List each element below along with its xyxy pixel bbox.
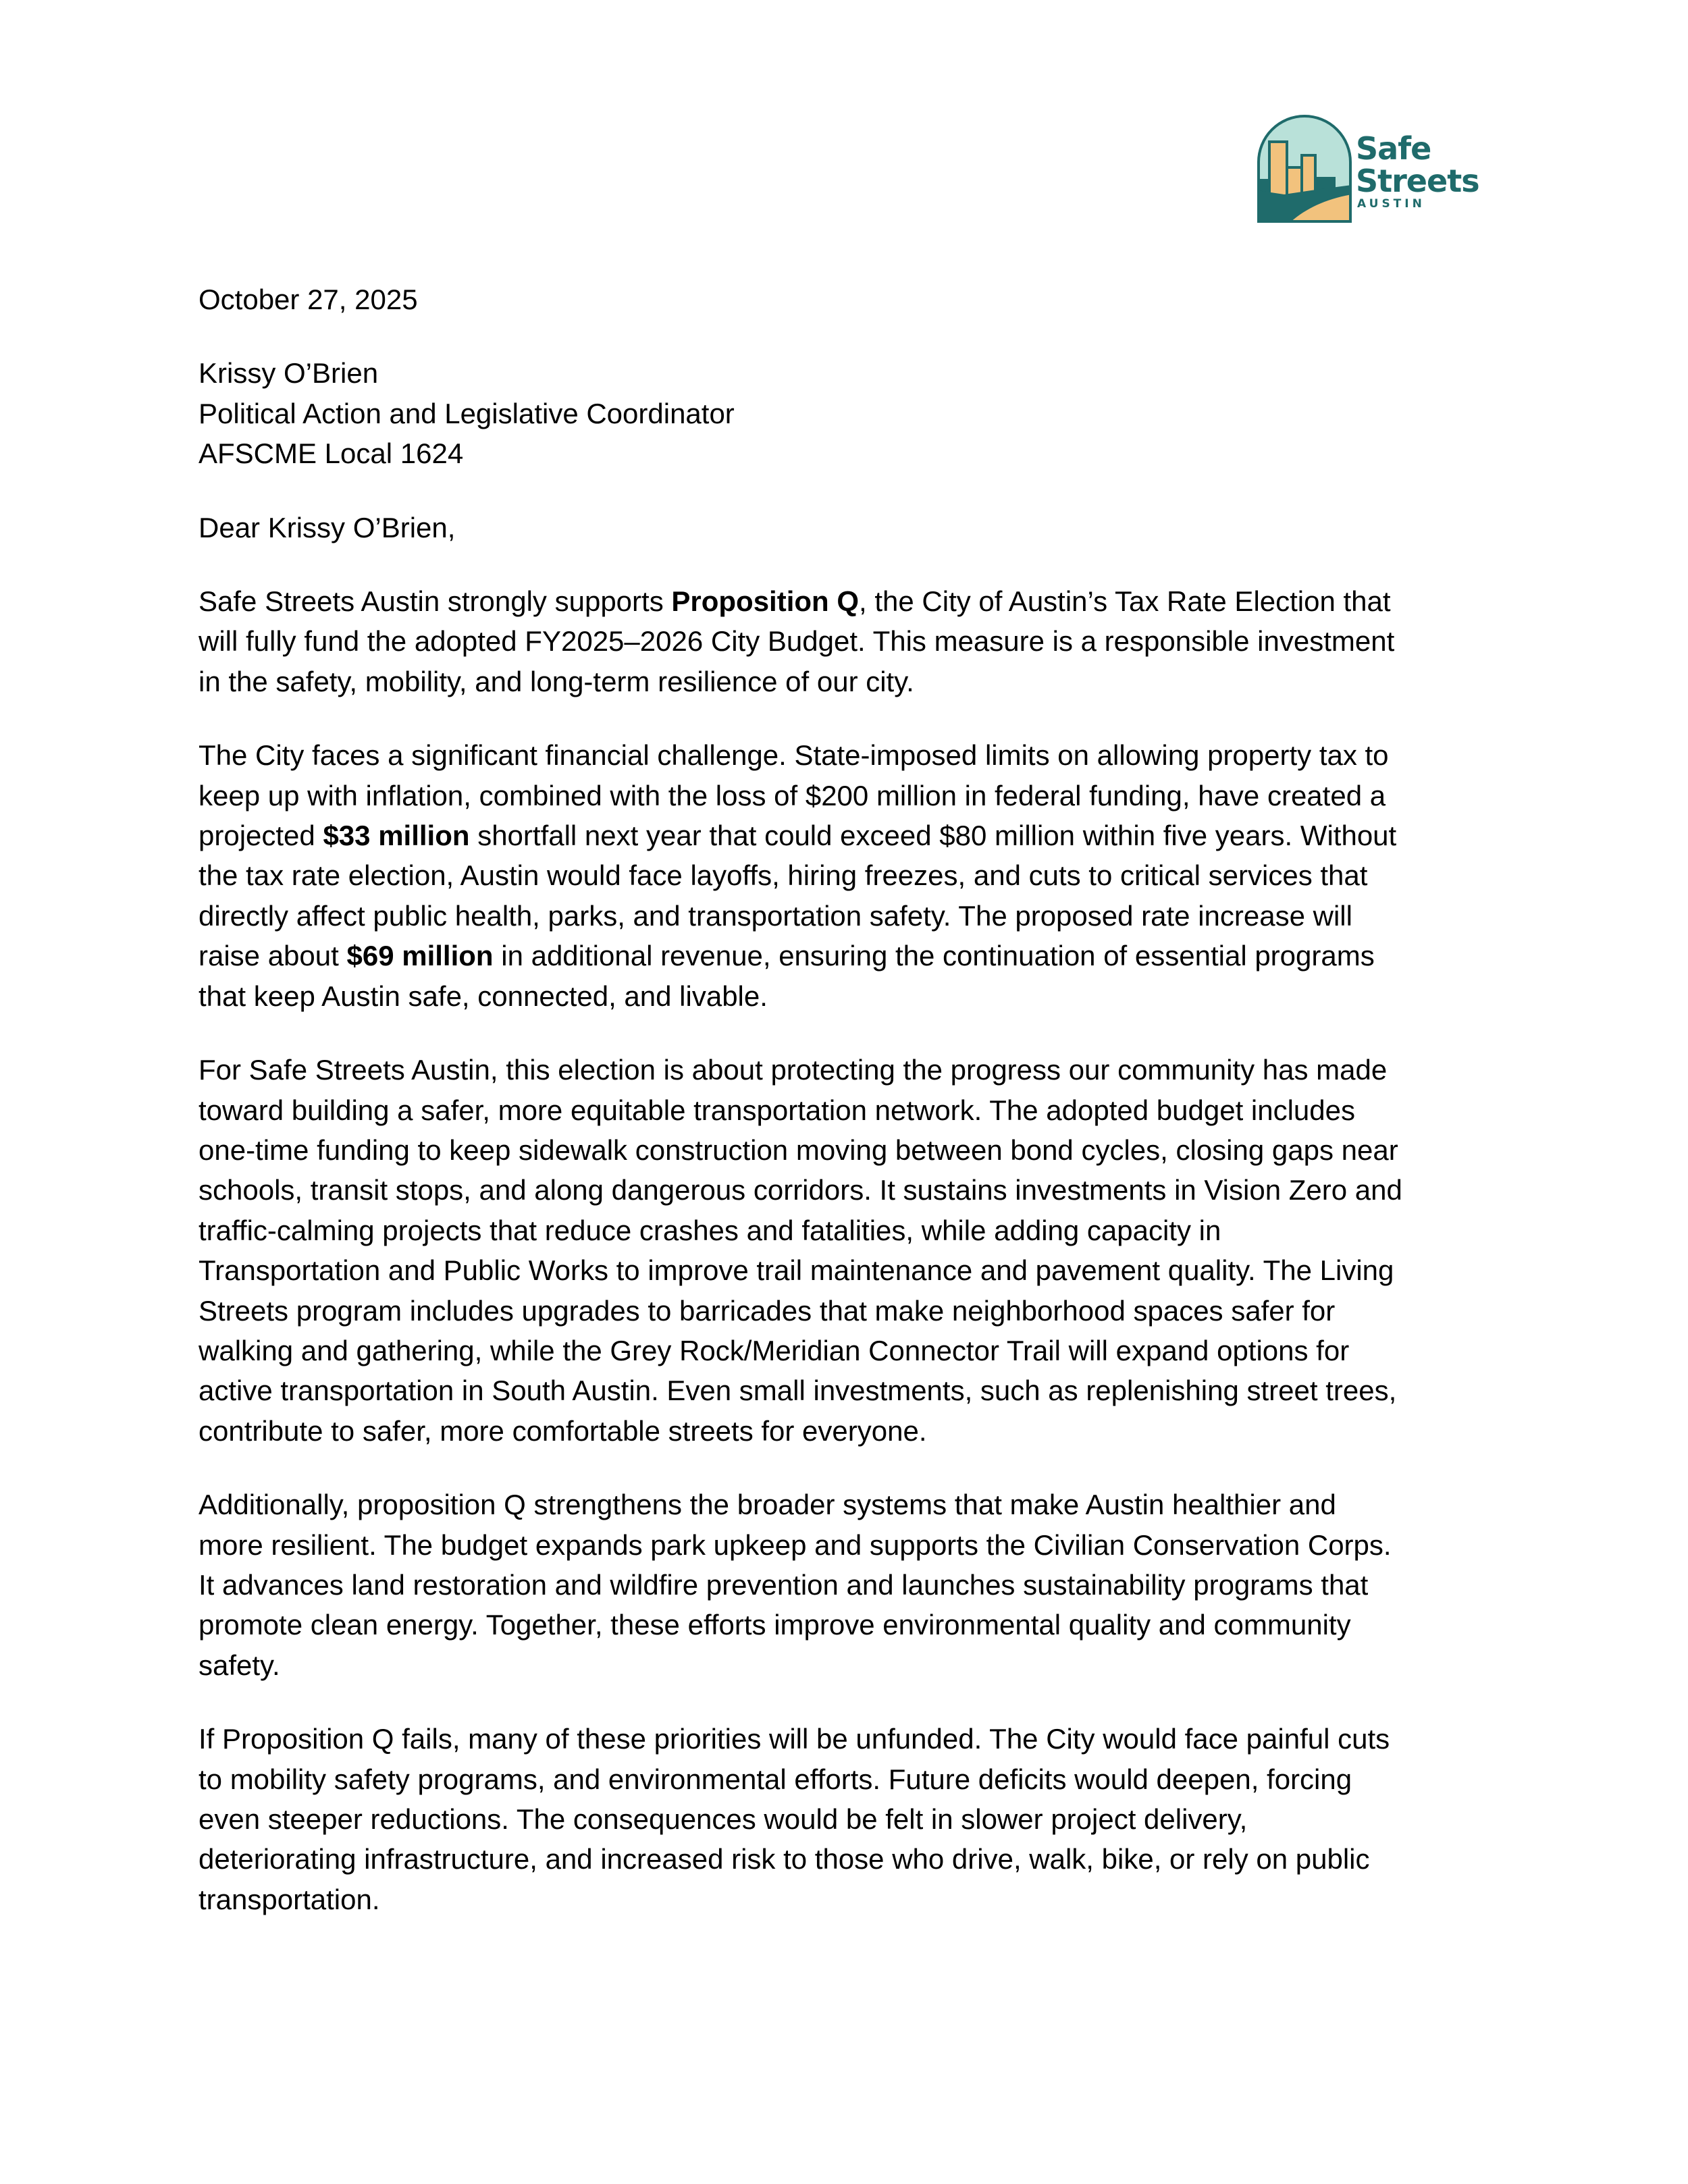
paragraph-line: that keep Austin safe, connected, and livable. <box>199 980 768 1012</box>
paragraph-line: will fully fund the adopted FY2025–2026 City Budget. This measure is a responsible investment <box>199 625 1395 658</box>
city-skyline-arch-icon <box>1257 115 1352 223</box>
paragraph-line: projected $33 million shortfall next year that could exceed $80 million within five years. Without <box>199 820 1397 852</box>
logo-text-austin: AUSTIN <box>1357 197 1425 211</box>
recipient-address <box>199 353 1512 473</box>
paragraph-line: The City faces a significant financial challenge. State-imposed limits on allowing property tax to <box>199 739 1389 772</box>
paragraph-line: deteriorating infrastructure, and increased risk to those who drive, walk, bike, or rely on public <box>199 1843 1370 1875</box>
paragraph-line: toward building a safer, more equitable transportation network. The adopted budget includes <box>199 1094 1355 1126</box>
paragraph-transportation <box>199 1050 1512 1451</box>
paragraph-line: Safe Streets Austin strongly supports Proposition Q, the City of Austin’s Tax Rate Election that <box>199 585 1391 618</box>
safe-streets-austin-logo <box>1257 115 1487 223</box>
letter-date: October 27, 2025 <box>199 284 418 315</box>
paragraph-line: Additionally, proposition Q strengthens the broader systems that make Austin healthier and <box>199 1489 1336 1521</box>
recipient-name: Krissy O’Brien <box>199 357 379 390</box>
proposition-q-emphasis: Proposition Q <box>671 585 860 618</box>
paragraph-line: It advances land restoration and wildfire prevention and launches sustainability programs that <box>199 1568 1369 1601</box>
paragraph-line: safety. <box>199 1649 280 1681</box>
paragraph-line: For Safe Streets Austin, this election is about protecting the progress our community has made <box>199 1054 1388 1086</box>
paragraph-line: even steeper reductions. The consequences would be felt in slower project delivery, <box>199 1803 1248 1835</box>
paragraph-line: directly affect public health, parks, and transportation safety. The proposed rate increase will <box>199 899 1352 932</box>
logo-wordmark <box>1356 132 1479 210</box>
paragraph-line: keep up with inflation, combined with the loss of $200 million in federal funding, have created a <box>199 779 1386 811</box>
paragraph-line: walking and gathering, while the Grey Rock/Meridian Connector Trail will expand options for <box>199 1334 1350 1366</box>
paragraph-line: If Proposition Q fails, many of these priorities will be unfunded. The City would face painful cuts <box>199 1723 1390 1755</box>
salutation: Dear Krissy O’Brien, <box>199 511 456 543</box>
paragraph-financial-challenge <box>199 735 1512 1016</box>
recipient-organization: AFSCME Local 1624 <box>199 437 464 470</box>
paragraph-line: Streets program includes upgrades to barricades that make neighborhood spaces safer for <box>199 1294 1336 1327</box>
paragraph-line: in the safety, mobility, and long-term resilience of our city. <box>199 665 914 697</box>
paragraph-consequences <box>199 1719 1512 1919</box>
logo-text-streets: Streets <box>1356 163 1479 199</box>
paragraph-line: promote clean energy. Together, these efforts improve environmental quality and community <box>199 1609 1351 1641</box>
paragraph-line: schools, transit stops, and along dangerous corridors. It sustains investments in Vision Zero and <box>199 1174 1402 1206</box>
paragraph-line: one-time funding to keep sidewalk construction moving between bond cycles, closing gaps near <box>199 1134 1398 1166</box>
paragraph-line: traffic-calming projects that reduce crashes and fatalities, while adding capacity in <box>199 1214 1221 1246</box>
paragraph-resilience <box>199 1485 1512 1685</box>
revenue-amount-emphasis: $69 million <box>346 940 494 972</box>
paragraph-line: to mobility safety programs, and environmental efforts. Future deficits would deepen, forcing <box>199 1763 1352 1795</box>
paragraph-line: Transportation and Public Works to improve trail maintenance and pavement quality. The Living <box>199 1254 1394 1287</box>
paragraph-line: the tax rate election, Austin would face layoffs, hiring freezes, and cuts to critical services that <box>199 859 1368 892</box>
paragraph-line: more resilient. The budget expands park upkeep and supports the Civilian Conservation Corps. <box>199 1528 1392 1561</box>
paragraph-line: contribute to safer, more comfortable streets for everyone. <box>199 1414 927 1447</box>
paragraph-line: raise about $69 million in additional revenue, ensuring the continuation of essential programs <box>199 940 1375 972</box>
letter-body <box>199 279 1512 1919</box>
paragraph-line: active transportation in South Austin. Even small investments, such as replenishing street trees, <box>199 1375 1397 1407</box>
paragraph-line: transportation. <box>199 1883 380 1915</box>
paragraph-support <box>199 581 1512 701</box>
shortfall-amount-emphasis: $33 million <box>323 820 470 852</box>
logo-text-safe: Safe <box>1356 130 1431 167</box>
recipient-title: Political Action and Legislative Coordinator <box>199 397 735 429</box>
